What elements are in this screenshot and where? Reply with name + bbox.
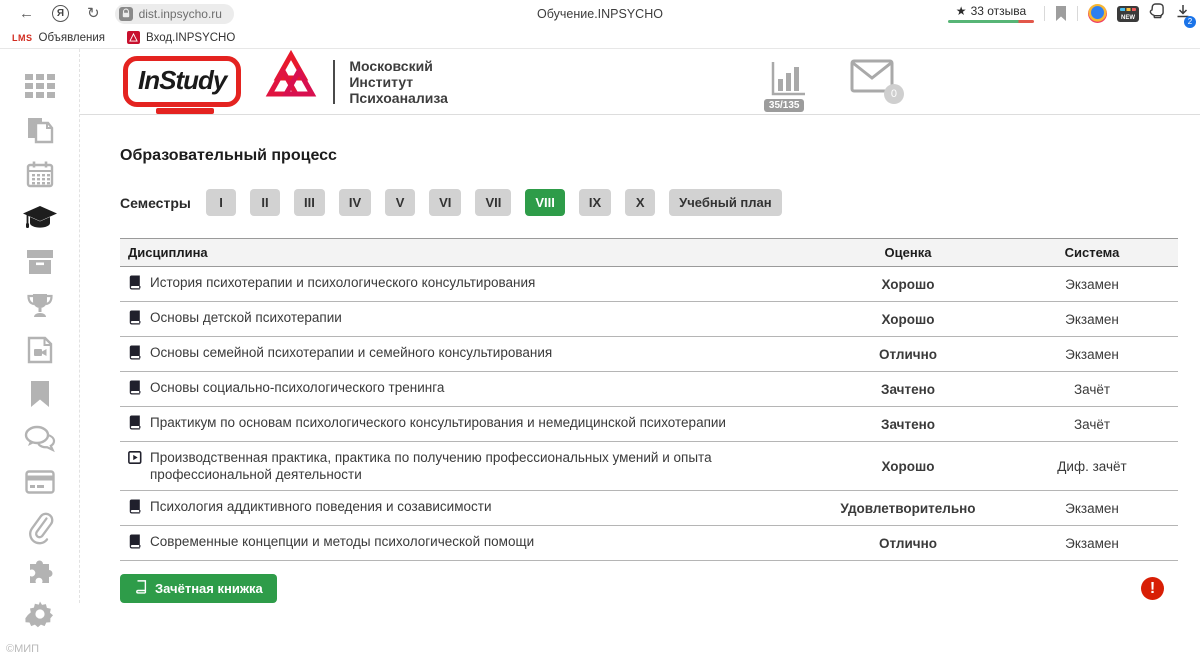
graduation-cap-icon: [22, 204, 58, 232]
browser-toolbar: [0, 0, 1200, 27]
bookmarks-bar: [0, 27, 1200, 49]
discipline-name: Производственная практика, практика по получению профессиональных умений и опыта профессиональной деятельности: [150, 450, 712, 482]
grade-cell: Хорошо: [810, 302, 1006, 337]
gear-icon: [26, 600, 54, 628]
star-icon: ★: [955, 4, 967, 18]
grade-cell: Зачтено: [810, 407, 1006, 442]
mip-triangle-logo: [263, 49, 319, 114]
semester-tab-ii[interactable]: II: [250, 189, 280, 216]
table-row: [120, 491, 1178, 526]
refresh-button[interactable]: ↻: [87, 5, 100, 22]
gradebook-button-label: Зачётная книжка: [155, 581, 263, 596]
semester-tab-vii[interactable]: VII: [475, 189, 511, 216]
col-system: Система: [1006, 239, 1178, 267]
col-discipline: Дисциплина: [120, 239, 810, 267]
sidebar-item-calendar[interactable]: [23, 159, 57, 189]
book-icon: [128, 379, 143, 399]
alert-icon[interactable]: !: [1141, 577, 1164, 600]
table-row: [120, 442, 1178, 491]
discipline-cell[interactable]: [120, 407, 810, 442]
semester-tab-v[interactable]: V: [385, 189, 415, 216]
header-divider: [333, 60, 335, 104]
system-cell: Зачёт: [1006, 372, 1178, 407]
sidebar-item-paperclip[interactable]: [23, 511, 57, 541]
bar-chart-icon: [768, 59, 808, 99]
archive-box-icon: [26, 249, 54, 275]
table-row: [120, 302, 1178, 337]
semester-tab-ix[interactable]: IX: [579, 189, 611, 216]
discipline-cell[interactable]: [120, 267, 810, 302]
discipline-name: Психология аддиктивного поведения и созависимости: [150, 499, 492, 514]
system-cell: Диф. зачёт: [1006, 442, 1178, 491]
discipline-name: История психотерапии и психологического консультирования: [150, 275, 536, 290]
url-text: dist.inpsycho.ru: [138, 6, 222, 21]
table-header-row: [120, 239, 1178, 267]
institute-name: Московский Институт Психоанализа: [349, 57, 448, 106]
discipline-name: Основы семейной психотерапии и семейного консультирования: [150, 345, 553, 360]
system-cell: Зачёт: [1006, 407, 1178, 442]
progress-chart-button[interactable]: [768, 59, 808, 111]
trophy-icon: [26, 292, 54, 320]
book-icon: [128, 414, 143, 434]
system-cell: Экзамен: [1006, 491, 1178, 526]
book-icon: [128, 274, 143, 294]
discipline-name: Практикум по основам психологического консультирования и немедицинской психотерапии: [150, 415, 726, 430]
calendar-icon: [26, 160, 54, 188]
reviews-count: 33 отзыва: [970, 4, 1027, 18]
bookmark-flag-icon[interactable]: [1055, 6, 1067, 21]
mail-badge: 0: [884, 84, 904, 104]
reviews-widget[interactable]: [948, 4, 1034, 23]
sidebar-item-grid[interactable]: [23, 71, 57, 101]
discipline-cell[interactable]: [120, 526, 810, 561]
discipline-name: Основы детской психотерапии: [150, 310, 342, 325]
glove-icon[interactable]: [1149, 3, 1166, 24]
documents-icon: [26, 116, 54, 144]
semester-tab-учебный-план[interactable]: Учебный план: [669, 189, 781, 216]
sidebar-item-puzzle[interactable]: [23, 555, 57, 585]
system-cell: Экзамен: [1006, 526, 1178, 561]
page-heading: Образовательный процесс: [120, 147, 337, 164]
sidebar: [0, 49, 80, 655]
semester-tab-iii[interactable]: III: [294, 189, 325, 216]
puzzle-icon: [26, 556, 54, 584]
mail-button[interactable]: [850, 59, 897, 100]
instudy-logo-stand: [156, 108, 214, 114]
discipline-cell[interactable]: [120, 337, 810, 372]
instudy-logo[interactable]: [123, 56, 241, 107]
discipline-cell[interactable]: [120, 302, 810, 337]
semester-tab-viii[interactable]: VIII: [525, 189, 565, 216]
table-row: [120, 526, 1178, 561]
book-icon: [128, 309, 143, 329]
credit-card-icon: [25, 470, 55, 494]
semesters-row: [120, 189, 1180, 216]
video-file-icon: [27, 336, 53, 364]
progress-badge: 35/135: [764, 99, 805, 112]
review-rating-bar: [948, 20, 1034, 23]
downloads-badge: 2: [1184, 16, 1196, 28]
gradebook-button[interactable]: [120, 574, 277, 603]
browser-extension-icon[interactable]: [1088, 4, 1107, 23]
discipline-cell[interactable]: [120, 372, 810, 407]
discipline-name: Современные концепции и методы психологической помощи: [150, 534, 535, 549]
instudy-logo-text: InStudy: [138, 65, 227, 95]
sidebar-item-credit-card[interactable]: [23, 467, 57, 497]
bookmark-announcements[interactable]: [12, 32, 105, 44]
new-extension-icon[interactable]: NEW: [1117, 6, 1139, 22]
site-header: [80, 49, 1200, 115]
semester-tab-vi[interactable]: VI: [429, 189, 461, 216]
downloads-button[interactable]: [1176, 4, 1193, 26]
book-icon: [128, 533, 143, 553]
sidebar-item-chat[interactable]: [23, 423, 57, 453]
copyright-label: ©МИП: [6, 643, 40, 655]
semester-tab-i[interactable]: I: [206, 189, 236, 216]
grade-cell: Отлично: [810, 337, 1006, 372]
system-cell: Экзамен: [1006, 302, 1178, 337]
grades-table: [120, 238, 1178, 561]
back-button[interactable]: ←: [19, 5, 34, 22]
sidebar-item-graduation-cap[interactable]: [23, 203, 57, 233]
book-icon: [134, 580, 148, 597]
sidebar-item-video-file[interactable]: [23, 335, 57, 365]
table-row: [120, 372, 1178, 407]
bookmark-label: Вход.INPSYCHO: [146, 31, 236, 44]
page-title: Обучение.INPSYCHO: [537, 6, 663, 21]
sidebar-item-gear[interactable]: [23, 599, 57, 629]
sidebar-item-trophy[interactable]: [23, 291, 57, 321]
bookmark-icon: [29, 380, 51, 408]
sidebar-item-documents[interactable]: [23, 115, 57, 145]
discipline-name: Основы социально-психологического тренинга: [150, 380, 445, 395]
grade-cell: Зачтено: [810, 372, 1006, 407]
system-cell: Экзамен: [1006, 337, 1178, 372]
table-row: [120, 337, 1178, 372]
lock-icon: [119, 7, 133, 21]
bookmark-label: Объявления: [38, 31, 106, 44]
lms-icon: LMS: [12, 32, 33, 43]
chat-icon: [24, 425, 56, 451]
browser-chrome: [0, 0, 1200, 49]
semester-tab-x[interactable]: X: [625, 189, 655, 216]
col-grade: Оценка: [810, 239, 1006, 267]
bookmark-login[interactable]: [127, 31, 235, 44]
semesters-label: Семестры: [120, 194, 191, 211]
system-cell: Экзамен: [1006, 267, 1178, 302]
grade-cell: Удовлетворительно: [810, 491, 1006, 526]
grade-cell: Хорошо: [810, 442, 1006, 491]
address-bar[interactable]: [115, 4, 234, 24]
grade-cell: Хорошо: [810, 267, 1006, 302]
sidebar-item-bookmark[interactable]: [23, 379, 57, 409]
discipline-cell[interactable]: [120, 491, 810, 526]
paperclip-icon: [27, 511, 53, 541]
sidebar-item-archive-box[interactable]: [23, 247, 57, 277]
discipline-cell[interactable]: [120, 442, 810, 491]
table-row: [120, 267, 1178, 302]
grade-cell: Отлично: [810, 526, 1006, 561]
table-row: [120, 407, 1178, 442]
divider: [1077, 6, 1078, 21]
grid-icon: [25, 74, 55, 98]
mip-favicon: [127, 31, 140, 44]
book-icon: [128, 498, 143, 518]
play-square-icon: [128, 449, 143, 483]
semester-tab-iv[interactable]: IV: [339, 189, 371, 216]
yandex-button[interactable]: Я: [52, 5, 69, 22]
book-icon: [128, 344, 143, 364]
divider: [1044, 6, 1045, 21]
